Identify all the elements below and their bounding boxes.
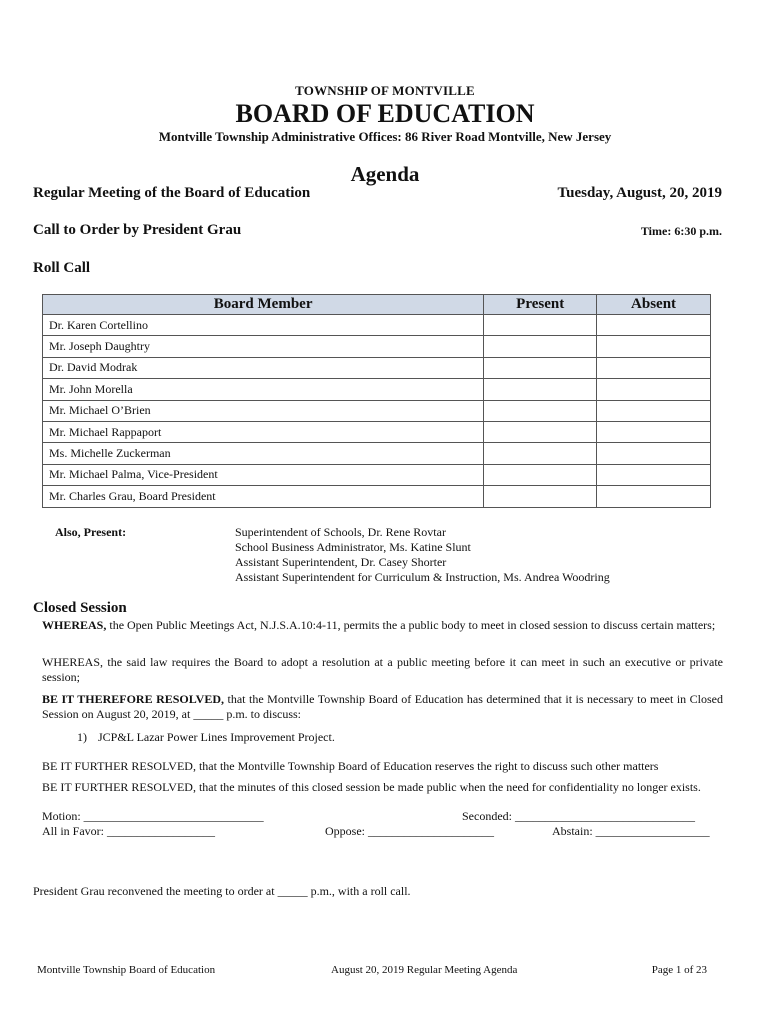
list-item: School Business Administrator, Ms. Katine Slunt — [235, 540, 471, 554]
abstain-line: Abstain: ___________________ — [552, 824, 710, 838]
table-row — [43, 443, 711, 464]
whereas-paragraph-1 — [42, 618, 723, 633]
board-title: BOARD OF EDUCATION — [235, 99, 535, 128]
offices-address: Montville Township Administrative Offices: 86 River Road Montville, New Jersey — [158, 129, 612, 144]
footer-left: Montville Township Board of Education — [37, 964, 216, 976]
further-resolved-2: BE IT FURTHER RESOLVED, that the minutes of this closed session be made public when the need for confidentiality no longer exists. — [42, 780, 701, 794]
whereas-text: the Open Public Meetings Act, N.J.S.A.10:4-11, permits the a public body to meet in closed session to discuss certain matters; — [106, 618, 716, 632]
reconvene-statement: President Grau reconvened the meeting to order at _____ p.m., with a roll call. — [33, 884, 411, 898]
present-cell[interactable] — [484, 379, 597, 400]
absent-cell[interactable] — [597, 400, 711, 421]
absent-cell[interactable] — [597, 379, 711, 400]
resolved-paragraph — [42, 692, 723, 721]
member-name: Mr. John Morella — [43, 379, 484, 400]
seconded-line: Seconded: ______________________________ — [462, 809, 695, 823]
meeting-date: Tuesday, August, 20, 2019 — [557, 185, 722, 201]
footer-center: August 20, 2019 Regular Meeting Agenda — [331, 964, 518, 976]
header-board-member: Board Member — [43, 295, 484, 315]
table-row — [43, 357, 711, 378]
motion-line: Motion: ______________________________ — [42, 809, 264, 823]
table-row — [43, 379, 711, 400]
absent-cell[interactable] — [597, 464, 711, 485]
resolved-lead: BE IT THEREFORE RESOLVED, — [42, 692, 225, 706]
resolved-text: that the Montville Township Board of Education has determined that it is necessary to meet in Closed Session on August 20, 2019, at _____ p.m. to discuss: — [42, 692, 723, 721]
member-name: Dr. David Modrak — [43, 357, 484, 378]
member-name: Mr. Joseph Daughtry — [43, 336, 484, 357]
list-item: Superintendent of Schools, Dr. Rene Rovtar — [235, 525, 446, 539]
member-name: Mr. Michael Rappaport — [43, 421, 484, 442]
table-header-row — [43, 295, 711, 315]
member-name: Mr. Charles Grau, Board President — [43, 486, 484, 507]
list-item: Assistant Superintendent, Dr. Casey Shorter — [235, 555, 447, 569]
member-name: Mr. Michael Palma, Vice-President — [43, 464, 484, 485]
member-name: Mr. Michael O’Brien — [43, 400, 484, 421]
also-present-label: Also, Present: — [55, 525, 127, 539]
present-cell[interactable] — [484, 464, 597, 485]
whereas-lead: WHEREAS, — [42, 618, 107, 632]
table-row — [43, 400, 711, 421]
present-cell[interactable] — [484, 421, 597, 442]
absent-cell[interactable] — [597, 336, 711, 357]
table-row — [43, 421, 711, 442]
absent-cell[interactable] — [597, 443, 711, 464]
present-cell[interactable] — [484, 336, 597, 357]
table-row — [43, 315, 711, 336]
page-number: Page 1 of 23 — [651, 964, 707, 976]
list-item: Assistant Superintendent for Curriculum & Instruction, Ms. Andrea Woodring — [235, 570, 610, 584]
header-absent: Absent — [597, 295, 711, 315]
further-resolved-1: BE IT FURTHER RESOLVED, that the Montville Township Board of Education reserves the right to discuss such other matters — [42, 759, 659, 773]
absent-cell[interactable] — [597, 421, 711, 442]
also-present-list — [235, 525, 610, 585]
present-cell[interactable] — [484, 486, 597, 507]
table-row — [43, 336, 711, 357]
discussion-item-number: 1) — [77, 730, 87, 744]
closed-session-heading: Closed Session — [33, 600, 127, 616]
roll-call-heading: Roll Call — [33, 260, 91, 276]
meeting-time: Time: 6:30 p.m. — [640, 224, 722, 238]
member-name: Dr. Karen Cortellino — [43, 315, 484, 336]
present-cell[interactable] — [484, 315, 597, 336]
oppose-line: Oppose: _____________________ — [325, 824, 494, 838]
absent-cell[interactable] — [597, 357, 711, 378]
present-cell[interactable] — [484, 400, 597, 421]
absent-cell[interactable] — [597, 486, 711, 507]
table-row — [43, 486, 711, 507]
table-row — [43, 464, 711, 485]
agenda-heading: Agenda — [350, 162, 420, 186]
whereas-paragraph-2: WHEREAS, the said law requires the Board to adopt a resolution at a public meeting before it can meet in such an executive or private session; — [42, 655, 723, 684]
call-to-order: Call to Order by President Grau — [33, 222, 242, 238]
absent-cell[interactable] — [597, 315, 711, 336]
roll-call-table — [42, 294, 711, 508]
member-name: Ms. Michelle Zuckerman — [43, 443, 484, 464]
township-title: TOWNSHIP OF MONTVILLE — [295, 83, 475, 98]
all-in-favor-line: All in Favor: __________________ — [42, 824, 215, 838]
present-cell[interactable] — [484, 357, 597, 378]
header-present: Present — [484, 295, 597, 315]
present-cell[interactable] — [484, 443, 597, 464]
meeting-type: Regular Meeting of the Board of Education — [33, 185, 311, 201]
discussion-item: JCP&L Lazar Power Lines Improvement Project. — [98, 730, 335, 744]
